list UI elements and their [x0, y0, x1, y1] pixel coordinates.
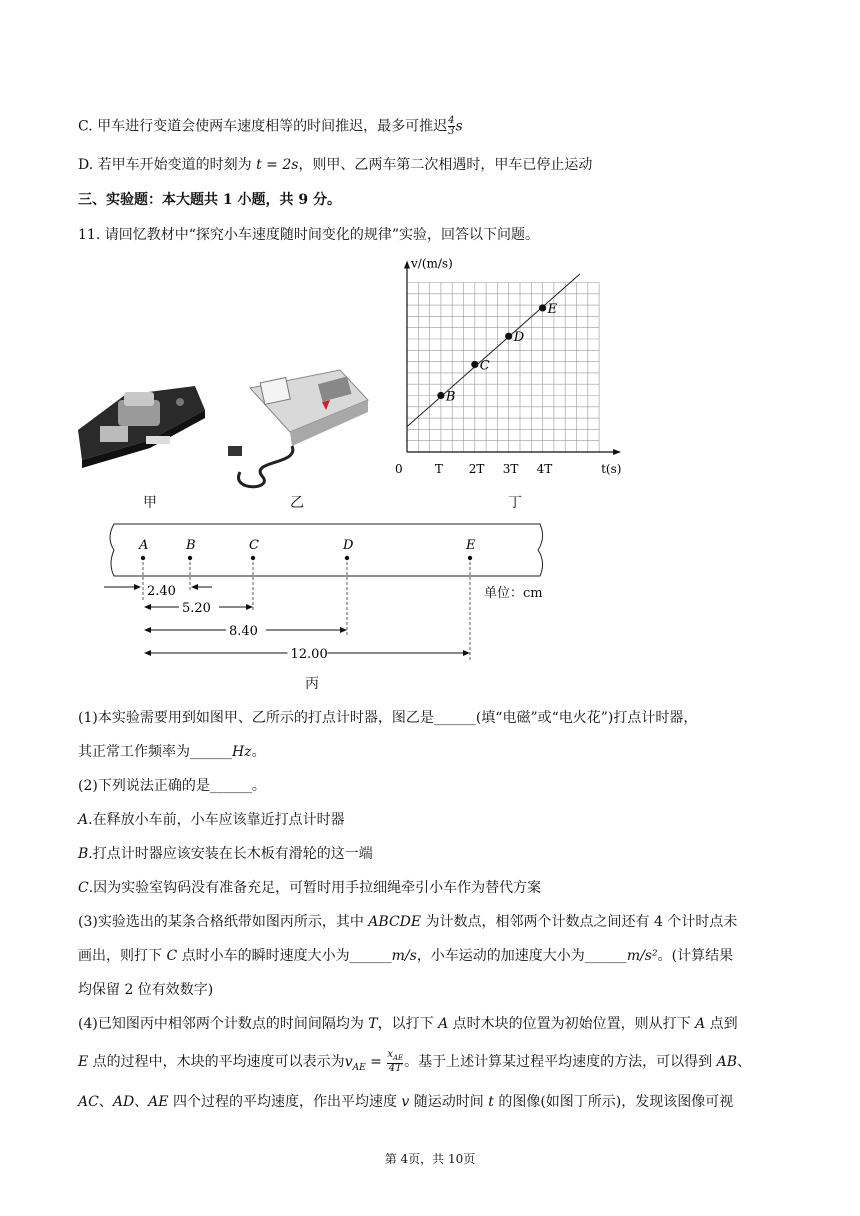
point-label: C	[479, 358, 490, 374]
dim-arrowhead	[144, 604, 151, 610]
tape-point-label: D	[343, 538, 354, 553]
distance-label: 5.20	[182, 601, 211, 616]
option-c-text: C. 甲车进行变道会使两车速度相等的时间推迟，最多可推迟	[78, 118, 448, 135]
x-tick-label: 4T	[536, 462, 553, 476]
option-a: A.在释放小车前，小车应该靠近打点计时器	[78, 812, 345, 828]
label-yi: 乙	[290, 495, 304, 511]
part-4-line-b: E 点的过程中，木块的平均速度可以表示为$v_{AE}$ = $\frac{x_{AE}}{4T}$ 。基于上述计算某过程平均速度的方法，可以得到 AB、	[78, 1049, 751, 1074]
point-label: B	[445, 389, 456, 405]
x-tick-label: T	[434, 462, 443, 476]
part-1-line-a: (1)本实验需要用到如图甲、乙所示的打点计时器，图乙是______(填“电磁”或“电火花”)打点计时器，	[78, 710, 698, 726]
tape-point-label: E	[466, 538, 476, 553]
part-1-line-b: 其正常工作频率为______Hz。	[78, 744, 266, 760]
electromagnetic-timer-image	[78, 386, 205, 468]
tape-dot	[468, 556, 472, 560]
data-point	[471, 361, 478, 368]
data-point	[437, 392, 444, 399]
x-axis-label: t(s)	[601, 462, 622, 476]
distance-label: 2.40	[147, 584, 176, 599]
section-heading: 三、实验题：本大题共 1 小题，共 9 分。	[78, 192, 341, 208]
tape-dot	[141, 556, 145, 560]
tape-dot	[188, 556, 192, 560]
unit-s: s	[455, 118, 463, 135]
tape-point-label: C	[249, 538, 259, 553]
point-label: D	[513, 330, 525, 346]
data-point	[539, 304, 546, 311]
velocity-time-chart	[395, 257, 621, 477]
figures-area	[0, 250, 860, 700]
dim-arrowhead	[144, 627, 151, 633]
tape-dot	[345, 556, 349, 560]
paper-tape	[110, 524, 543, 576]
question-11: 11. 请回忆教材中“探究小车速度随时间变化的规律”实验，回答以下问题。	[78, 227, 540, 243]
fraction: $\frac{4}{3}$	[448, 115, 455, 137]
y-axis-label: v/(m/s)	[411, 256, 453, 271]
option-d-line: D. 若甲车开始变道的时刻为 t = 2s，则甲、乙两车第二次相遇时，甲车已停止运动	[78, 157, 593, 173]
option-b: B.打点计时器应该安装在长木板有滑轮的这一端	[78, 846, 373, 862]
distance-label: 12.00	[290, 647, 328, 662]
label-jia: 甲	[143, 495, 157, 511]
dim-arrowhead	[463, 650, 470, 656]
data-point	[505, 333, 512, 340]
dim-arrowhead	[246, 604, 253, 610]
option-c-line	[78, 116, 463, 137]
y-axis-arrow	[404, 261, 410, 269]
distance-label: 8.40	[229, 624, 258, 639]
part-4-line-a: (4)已知图丙中相邻两个计数点的时间间隔均为 T，以打下 A 点时木块的位置为初始位置，则从打下 A 点到	[78, 1016, 738, 1032]
dim-arrowhead	[340, 627, 347, 633]
x-tick-label: 0	[395, 462, 403, 476]
tape-points	[104, 538, 476, 662]
x-axis-arrow	[613, 449, 621, 455]
part-2: (2)下列说法正确的是______。	[78, 778, 266, 794]
option-c2: C.因为实验室钩码没有准备充足，可暂时用手拉细绳牵引小车作为替代方案	[78, 880, 542, 896]
unit-label: 单位：cm	[484, 586, 543, 601]
label-bing: 丙	[305, 676, 319, 692]
page-footer: 第 4页，共 10页	[384, 1152, 476, 1166]
point-label: E	[547, 301, 558, 317]
part-3-line-c: 均保留 2 位有效数字)	[78, 982, 214, 998]
dim-arrowhead	[134, 584, 141, 590]
dim-arrowhead	[191, 584, 198, 590]
spark-timer-image	[228, 370, 368, 487]
tape-point-label: B	[186, 538, 196, 553]
label-ding: 丁	[508, 495, 522, 511]
part-4-line-c: AC、AD、AE 四个过程的平均速度，作出平均速度 v 随运动时间 t 的图像(如图丁所示)，发现该图像可视	[78, 1094, 734, 1110]
x-tick-label: 3T	[502, 462, 519, 476]
tape-point-label: A	[139, 538, 149, 553]
x-tick-label: 2T	[468, 462, 485, 476]
part-3-line-a: (3)实验选出的某条合格纸带如图丙所示，其中 ABCDE 为计数点，相邻两个计数点之间还有 4 个计时点未	[78, 914, 738, 930]
part-3-line-b: 画出，则打下 C 点时小车的瞬时速度大小为______m/s，小车运动的加速度大小为______m/s²。(计算结果	[78, 948, 734, 964]
dim-arrowhead	[144, 650, 151, 656]
tape-dot	[251, 556, 255, 560]
